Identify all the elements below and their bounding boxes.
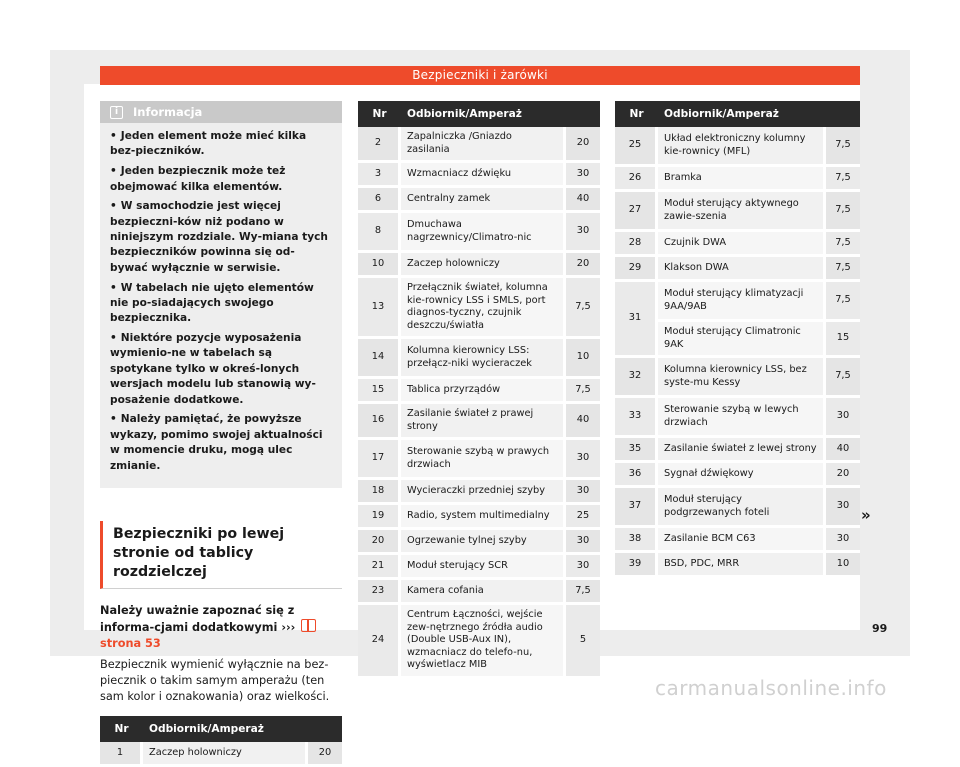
fuse-amperage: 7,5 bbox=[826, 192, 860, 232]
fuse-number: 15 bbox=[358, 379, 401, 404]
fuse-amperage: 7,5 bbox=[826, 282, 860, 322]
fuse-consumer: Sterowanie szybą w lewych drzwiach bbox=[658, 398, 826, 438]
fuse-table-3 bbox=[615, 101, 860, 578]
fuse-consumer: Zapalniczka /Gniazdo zasilania bbox=[401, 127, 566, 163]
fuse-number: 17 bbox=[358, 440, 401, 480]
fuse-number: 20 bbox=[358, 530, 401, 555]
fuse-amperage: 10 bbox=[826, 553, 860, 578]
fuse-consumer: Moduł sterujący Climatronic 9AK bbox=[658, 322, 826, 358]
fuse-consumer: Sterowanie szybą w prawych drzwiach bbox=[401, 440, 566, 480]
fuse-number: 31 bbox=[615, 282, 658, 358]
fuse-consumer: Moduł sterujący SCR bbox=[401, 555, 566, 580]
table-row bbox=[615, 192, 860, 232]
table-row bbox=[615, 282, 860, 322]
table-row bbox=[615, 398, 860, 438]
table-row bbox=[358, 163, 600, 188]
fuse-consumer: Zasilanie BCM C63 bbox=[658, 528, 826, 553]
fuse-amperage: 7,5 bbox=[826, 127, 860, 167]
fuse-number: 38 bbox=[615, 528, 658, 553]
fuse-consumer: Kamera cofania bbox=[401, 580, 566, 605]
table-row bbox=[358, 440, 600, 480]
middle-column bbox=[358, 101, 600, 679]
table-row bbox=[358, 379, 600, 404]
chapter-header: Bezpieczniki i żarówki bbox=[100, 66, 860, 85]
fuse-number: 16 bbox=[358, 404, 401, 440]
fuse-amperage: 40 bbox=[566, 404, 600, 440]
fuse-amperage: 20 bbox=[826, 463, 860, 488]
fuse-table-2 bbox=[358, 101, 600, 679]
fuse-consumer: Centralny zamek bbox=[401, 188, 566, 213]
list-item: • Należy pamiętać, że powyższe wykazy, pomimo swojej aktualności w momencie druku, mogą ulec zmianie. bbox=[110, 413, 323, 472]
fuse-number: 2 bbox=[358, 127, 401, 163]
fuse-amperage: 30 bbox=[566, 440, 600, 480]
fuse-consumer: Wycieraczki przedniej szyby bbox=[401, 480, 566, 505]
list-item: • W tabelach nie ujęto elementów nie po-siadających swojego bezpiecznika. bbox=[110, 281, 314, 325]
fuse-amperage: 30 bbox=[566, 555, 600, 580]
fuse-amperage: 7,5 bbox=[826, 232, 860, 257]
fuse-number: 32 bbox=[615, 358, 658, 398]
fuse-number: 14 bbox=[358, 339, 401, 379]
fuse-number: 10 bbox=[358, 253, 401, 278]
table-row bbox=[358, 530, 600, 555]
list-item: • Jeden bezpiecznik może też obejmować kilka elementów. bbox=[110, 165, 286, 193]
fuse-consumer: Kolumna kierownicy LSS: przełącz-niki wycieraczek bbox=[401, 339, 566, 379]
fuse-consumer: Moduł sterujący aktywnego zawie-szenia bbox=[658, 192, 826, 232]
table-row bbox=[615, 167, 860, 192]
table-row bbox=[358, 278, 600, 339]
table-row bbox=[358, 213, 600, 253]
column-header-consumer: Odbiornik/Amperaż bbox=[143, 716, 342, 742]
column-header-nr: Nr bbox=[358, 101, 401, 127]
fuse-number: 1 bbox=[100, 742, 143, 767]
page-reference-link[interactable]: strona 53 bbox=[100, 637, 161, 651]
table-row bbox=[615, 127, 860, 167]
lead-text: Należy uważnie zapoznać się z informa-cjami dodatkowymi ››› strona 53 bbox=[100, 603, 342, 652]
table-row bbox=[615, 553, 860, 578]
book-icon bbox=[301, 619, 316, 632]
fuse-number: 29 bbox=[615, 257, 658, 282]
fuse-number: 39 bbox=[615, 553, 658, 578]
fuse-amperage: 30 bbox=[566, 480, 600, 505]
fuse-amperage: 5 bbox=[566, 605, 600, 679]
table-row bbox=[358, 253, 600, 278]
fuse-number: 13 bbox=[358, 278, 401, 339]
fuse-amperage: 20 bbox=[308, 742, 342, 767]
info-box bbox=[100, 101, 342, 488]
fuse-number: 28 bbox=[615, 232, 658, 257]
left-column bbox=[100, 101, 342, 767]
fuse-number: 8 bbox=[358, 213, 401, 253]
fuse-amperage: 30 bbox=[566, 213, 600, 253]
fuse-consumer: Kolumna kierownicy LSS, bez syste-mu Kessy bbox=[658, 358, 826, 398]
column-header-nr: Nr bbox=[615, 101, 658, 127]
fuse-consumer: Centrum Łączności, wejście zew-nętrznego źródła audio (Double USB-Aux IN), wzmacniacz do telefo-nu, wyświetlacz MIB bbox=[401, 605, 566, 679]
info-icon: i bbox=[110, 106, 123, 119]
fuse-number: 24 bbox=[358, 605, 401, 679]
info-list bbox=[100, 123, 342, 474]
continue-arrow-icon: » bbox=[861, 506, 871, 524]
fuse-amperage: 30 bbox=[566, 163, 600, 188]
fuse-consumer: Bramka bbox=[658, 167, 826, 192]
fuse-amperage: 10 bbox=[566, 339, 600, 379]
fuse-amperage: 20 bbox=[566, 127, 600, 163]
table-row bbox=[615, 232, 860, 257]
table-row bbox=[358, 605, 600, 679]
table-row bbox=[358, 404, 600, 440]
fuse-consumer: Moduł sterujący podgrzewanych foteli bbox=[658, 488, 826, 528]
fuse-number: 27 bbox=[615, 192, 658, 232]
fuse-amperage: 40 bbox=[566, 188, 600, 213]
fuse-amperage: 7,5 bbox=[566, 580, 600, 605]
table-row bbox=[615, 488, 860, 528]
fuse-consumer: Wzmacniacz dźwięku bbox=[401, 163, 566, 188]
fuse-number: 6 bbox=[358, 188, 401, 213]
fuse-consumer: Czujnik DWA bbox=[658, 232, 826, 257]
fuse-consumer: Zasilanie świateł z lewej strony bbox=[658, 438, 826, 463]
list-item: • W samochodzie jest więcej bezpieczni-ków niż podano w niniejszym rozdziale. Wy-miana tych bezpieczników powinna się od-bywać wyłącznie w serwisie. bbox=[110, 200, 328, 274]
fuse-number: 23 bbox=[358, 580, 401, 605]
fuse-amperage: 25 bbox=[566, 505, 600, 530]
table-row bbox=[615, 358, 860, 398]
fuse-amperage: 30 bbox=[826, 528, 860, 553]
table-row bbox=[358, 580, 600, 605]
fuse-amperage: 7,5 bbox=[826, 167, 860, 192]
page-number: 99 bbox=[872, 622, 888, 635]
table-row bbox=[358, 339, 600, 379]
fuse-consumer: Dmuchawa nagrzewnicy/Climatro-nic bbox=[401, 213, 566, 253]
info-box-title: Informacja bbox=[133, 105, 203, 119]
fuse-number: 19 bbox=[358, 505, 401, 530]
fuse-consumer: Sygnał dźwiękowy bbox=[658, 463, 826, 488]
info-box-header bbox=[100, 101, 342, 123]
watermark: carmanualsonline.info bbox=[655, 676, 887, 700]
right-column bbox=[615, 101, 860, 578]
fuse-consumer: Zasilanie świateł z prawej strony bbox=[401, 404, 566, 440]
fuse-consumer: Układ elektroniczny kolumny kie-rownicy (MFL) bbox=[658, 127, 826, 167]
table-row bbox=[358, 505, 600, 530]
fuse-table-1 bbox=[100, 716, 342, 767]
table-row bbox=[358, 188, 600, 213]
fuse-consumer: Zaczep holowniczy bbox=[401, 253, 566, 278]
list-item: • Niektóre pozycje wyposażenia wymienio-ne w tabelach są spotykane tylko w okreś-lonych wersjach modelu lub stanowią wy-posażenie dodatkowe. bbox=[110, 332, 316, 406]
column-header-consumer: Odbiornik/Amperaż bbox=[401, 101, 600, 127]
table-row bbox=[358, 127, 600, 163]
fuse-consumer: Tablica przyrządów bbox=[401, 379, 566, 404]
table-row bbox=[358, 480, 600, 505]
table-row bbox=[615, 463, 860, 488]
fuse-amperage: 40 bbox=[826, 438, 860, 463]
column-header-nr: Nr bbox=[100, 716, 143, 742]
fuse-number: 36 bbox=[615, 463, 658, 488]
fuse-number: 26 bbox=[615, 167, 658, 192]
fuse-consumer: Zaczep holowniczy bbox=[143, 742, 308, 767]
table-row bbox=[615, 528, 860, 553]
fuse-consumer: Przełącznik świateł, kolumna kie-rownicy LSS i SMLS, port diagnos-tyczny, czujnik deszczu/światła bbox=[401, 278, 566, 339]
fuse-number: 21 bbox=[358, 555, 401, 580]
fuse-consumer: Klakson DWA bbox=[658, 257, 826, 282]
fuse-number: 18 bbox=[358, 480, 401, 505]
fuse-number: 37 bbox=[615, 488, 658, 528]
fuse-amperage: 7,5 bbox=[826, 358, 860, 398]
fuse-amperage: 15 bbox=[826, 322, 860, 358]
table-row bbox=[615, 438, 860, 463]
section-title: Bezpieczniki po lewej stronie od tablicy rozdzielczej bbox=[100, 521, 342, 589]
fuse-amperage: 20 bbox=[566, 253, 600, 278]
fuse-number: 25 bbox=[615, 127, 658, 167]
fuse-amperage: 7,5 bbox=[826, 257, 860, 282]
fuse-amperage: 30 bbox=[826, 398, 860, 438]
column-header-consumer: Odbiornik/Amperaż bbox=[658, 101, 860, 127]
fuse-number: 33 bbox=[615, 398, 658, 438]
fuse-consumer: BSD, PDC, MRR bbox=[658, 553, 826, 578]
fuse-consumer: Radio, system multimedialny bbox=[401, 505, 566, 530]
fuse-amperage: 30 bbox=[566, 530, 600, 555]
fuse-number: 3 bbox=[358, 163, 401, 188]
fuse-consumer: Moduł sterujący klimatyzacji 9AA/9AB bbox=[658, 282, 826, 322]
fuse-consumer: Ogrzewanie tylnej szyby bbox=[401, 530, 566, 555]
fuse-amperage: 7,5 bbox=[566, 379, 600, 404]
list-item: • Jeden element może mieć kilka bez-pieczników. bbox=[110, 130, 307, 158]
fuse-number: 35 bbox=[615, 438, 658, 463]
table-row bbox=[615, 257, 860, 282]
body-paragraph: Bezpiecznik wymienić wyłącznie na bez-piecznik o takim samym amperażu (ten sam kolor i oznakowania) oraz wielkości. bbox=[100, 658, 330, 704]
fuse-amperage: 7,5 bbox=[566, 278, 600, 339]
table-row bbox=[358, 555, 600, 580]
fuse-amperage: 30 bbox=[826, 488, 860, 528]
